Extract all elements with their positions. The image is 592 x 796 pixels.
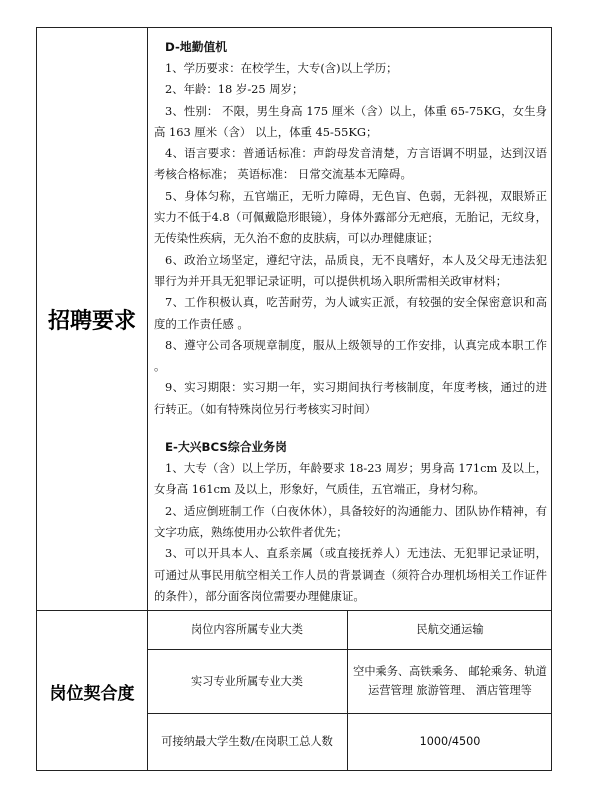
section-e xyxy=(154,436,547,607)
requirement-item: 9、实习期限：实习期一年，实习期间执行考核制度，年度考核，通过的进行转正。（如有特殊岗位另行考核实习时间） xyxy=(154,380,547,416)
section-d-title: D-地勤值机 xyxy=(165,40,228,54)
requirement-item: 4、语言要求：普通话标准：声韵母发音清楚，方言语调不明显，达到汉语考核合格标准； 英语标准： 日常交流基本无障碍。 xyxy=(154,146,547,182)
requirement-item: 3、可以开具本人、直系亲属（或直接抚养人）无违法、无犯罪记录证明，可通过从事民用航空相关工作人员的背景调查（须符合办理机场相关工作证件的条件），部分面客岗位需要办理健康证。 xyxy=(154,546,547,603)
requirement-item: 7、工作积极认真，吃苦耐劳，为人诚实正派，有较强的安全保密意识和高度的工作责任感 。 xyxy=(154,295,547,331)
recruitment-content xyxy=(154,36,547,607)
section-e-title: E-大兴BCS综合业务岗 xyxy=(165,440,287,455)
fit-value-cell: 空中乘务、高铁乘务、 邮轮乘务、轨道运营管理 旅游管理、 酒店管理等 xyxy=(353,665,547,697)
fit-key-cell: 岗位内容所属专业大类 xyxy=(191,623,303,636)
section-d xyxy=(154,36,547,420)
requirement-item: 1、大专（含）以上学历，年龄要求 18-23 周岁；男身高 171cm 及以上，女身高 161cm 及以上，形象好，气质佳，五官端正，身材匀称。 xyxy=(154,461,547,497)
fit-label: 岗位契合度 xyxy=(49,683,135,704)
requirement-item: 2、适应倒班制工作（白夜休休），具备较好的沟通能力、团队协作精神，有文字功底，熟练使用办公软件者优先； xyxy=(154,503,547,539)
info-table xyxy=(36,27,552,771)
fit-value-cell: 1000/4500 xyxy=(419,735,481,748)
requirement-item: 6、政治立场坚定，遵纪守法，品质良，无不良嗜好，本人及父母无违法犯罪行为并开具无犯罪记录证明，可以提供机场入职所需相关政审材料； xyxy=(154,252,547,288)
requirement-item: 1、学历要求：在校学生，大专(含)以上学历； xyxy=(165,61,398,75)
recruitment-label: 招聘要求 xyxy=(47,308,136,334)
requirement-item: 5、身体匀称，五官端正，无听力障碍，无色盲、色弱，无斜视，双眼矫正实力不低于4.8（可佩戴隐形眼镜），身体外露部分无疤痕，无胎记，无纹身，无传染性疾病，无久治不愈的皮肤病，可以办理健康证； xyxy=(154,188,547,246)
fit-key-cell: 实习专业所属专业大类 xyxy=(191,674,303,688)
requirement-item: 8、遵守公司各项规章制度，服从上级领导的工作安排，认真完成本职工作 。 xyxy=(154,337,547,374)
fit-value-cell: 民航交通运输 xyxy=(416,623,484,636)
requirement-item: 2、年龄：18 岁-25 周岁； xyxy=(165,82,304,97)
requirement-item: 3、性别： 不限，男生身高 175 厘米（含）以上，体重 65-75KG，女生身高 163 厘米（含） 以上，体重 45-55KG； xyxy=(154,103,547,139)
fit-key-cell: 可接纳最大学生数/在岗职工总人数 xyxy=(161,735,333,748)
